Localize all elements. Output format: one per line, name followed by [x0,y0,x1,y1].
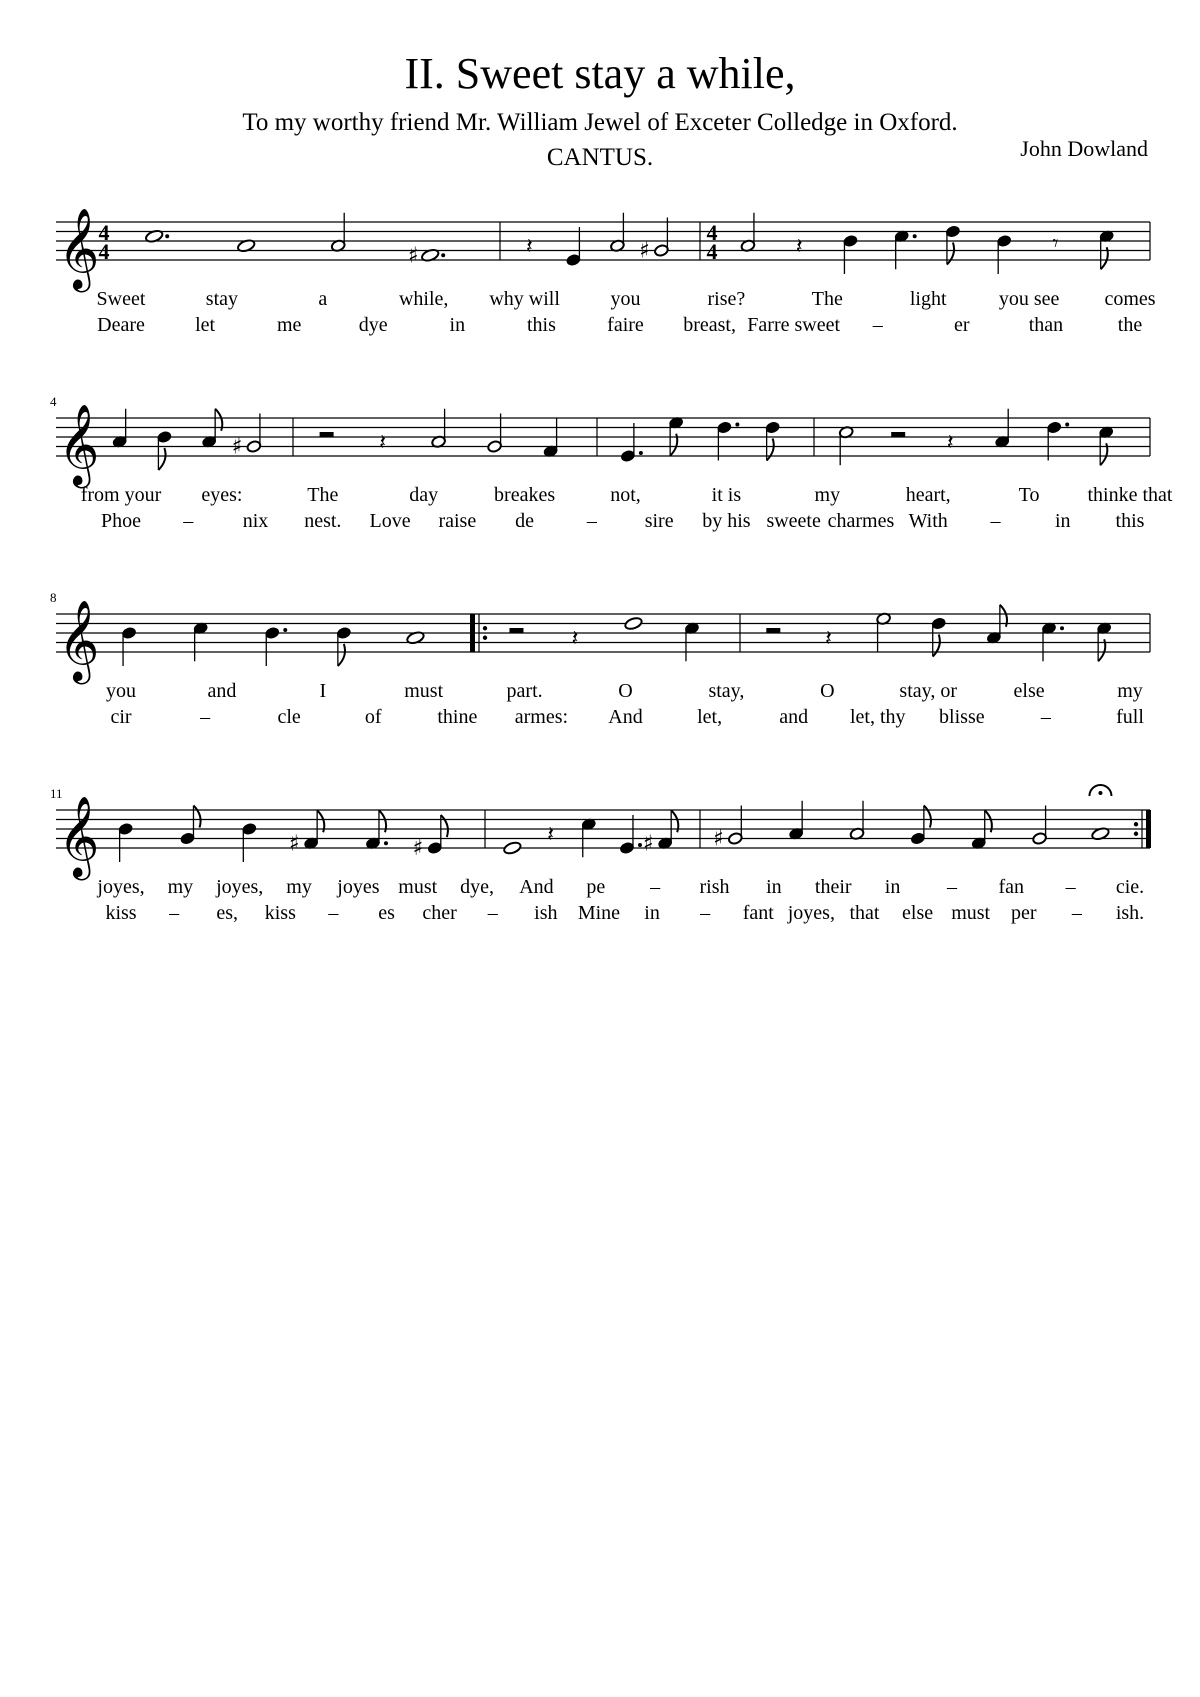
lyric-syllable: in [1054,510,1071,532]
repeat-dot [1134,832,1138,836]
lyric-syllable: me [276,314,302,336]
lyric-syllable: ish. [1115,902,1145,924]
lyric-syllable: – [946,876,957,898]
note-flag [338,644,345,666]
time-signature-numerator: 4 [706,220,718,245]
lyric-syllable: breast, [683,314,736,336]
lyric-syllable: while, [398,288,449,310]
augmentation-dot [384,841,388,845]
lyric-syllable: joyes, [216,876,264,898]
lyric-syllable: my [1117,680,1143,702]
augmentation-dot [1060,626,1064,630]
lyric-syllable: why will [489,288,560,310]
lyric-syllable: joyes, [97,876,145,898]
repeat-end-thick-bar [1146,810,1151,848]
lyric-syllable: stay [205,288,239,310]
augmentation-dot [913,234,917,238]
lyric-syllable: faire [607,314,644,336]
lyric-syllable: their [814,876,852,898]
sharp-icon: ♯ [642,831,654,857]
lyric-syllable: Mine [577,902,621,924]
lyric-syllable: heart, [905,484,951,506]
lyric-syllable: O [618,680,633,702]
lyric-syllable: – [700,902,711,924]
lyric-syllable: than [1028,314,1064,336]
sharp-icon: ♯ [639,238,650,264]
lyric-syllable: rise? [707,288,746,310]
lyric-syllable: light [909,288,947,310]
lyric-syllable: let, thy [849,706,906,728]
lyric-syllable: joyes [337,876,380,898]
lyric-syllable: cher [422,902,457,924]
quarter-rest: 𝄽 [795,234,803,260]
note-flag [158,448,165,470]
quarter-rest: 𝄽 [547,822,554,848]
lyric-syllable: – [487,902,498,924]
lyric-syllable: it is [711,484,742,506]
lyric-syllable: else [1013,680,1045,702]
lyric-syllable: my [286,876,312,898]
lyric-syllable: stay, or [899,680,957,702]
repeat-dot [483,626,487,630]
lyric-syllable: per [1011,902,1037,924]
lyric-syllable: kiss [105,902,137,924]
lyric-syllable: let [195,314,216,336]
dedication-subtitle: To my worthy friend Mr. William Jewel of Exceter Colledge in Oxford. [242,109,958,136]
lyric-syllable: The [811,288,843,310]
measure-number: 4 [50,394,57,409]
repeat-start-thick-bar [470,614,475,652]
lyric-syllable: raise [438,510,477,532]
lyric-syllable: – [1040,706,1051,728]
lyric-syllable: breakes [494,484,556,506]
lyric-syllable: And [519,876,554,898]
treble-clef-icon: 𝄞 [58,403,100,485]
fermata-dot [1098,791,1102,795]
lyric-syllable: O [820,680,835,702]
lyric-syllable: by his [702,510,751,532]
lyric-syllable: Love [369,510,411,532]
lyric-syllable: that [849,902,880,924]
lyric-syllable: charmes [827,510,895,532]
lyric-syllable: – [872,314,883,336]
lyric-syllable: rish [699,876,730,898]
lyric-syllable: fan [998,876,1025,898]
sharp-icon: ♯ [231,434,243,460]
lyric-syllable: thinke that [1087,484,1173,506]
augmentation-dot [1065,423,1069,427]
lyric-syllable: – [183,510,194,532]
half-rest [766,628,780,633]
lyric-syllable: day [409,484,439,506]
composer-name: John Dowland [1020,136,1148,161]
lyric-syllable: nest. [304,510,342,532]
lyric-syllable: of [364,706,382,728]
half-rest [320,432,334,437]
lyric-syllable: in [884,876,901,898]
lyric-syllable: in [449,314,466,336]
part-name: CANTUS. [546,144,654,171]
lyric-syllable: cir [110,706,132,728]
lyric-syllable: must [398,876,438,898]
augmentation-dot [735,423,739,427]
lyric-syllable: thine [437,706,478,728]
treble-clef-icon: 𝄞 [58,599,100,681]
sharp-icon: ♯ [407,243,419,269]
note-flag [924,806,931,828]
lyric-syllable: you [610,288,641,310]
lyric-syllable: cie. [1115,876,1145,898]
time-signature-denominator: 4 [706,239,718,264]
lyric-syllable: Phoe [101,510,141,532]
lyric-syllable: es, [216,902,239,924]
note-flag [193,806,200,828]
half-rest [509,628,523,633]
lyric-syllable: let, [697,706,723,728]
lyric-syllable: in [644,902,660,924]
lyric-syllable: And [608,706,643,728]
lyric-syllable: must [951,902,991,924]
lyric-syllable: full [1116,706,1144,728]
lyric-syllable: not, [610,484,641,506]
lyric-syllable: my [814,484,841,506]
lyric-syllable: stay, [708,680,745,702]
quarter-rest: 𝄽 [379,430,386,456]
augmentation-dot [165,234,169,238]
lyric-syllable: armes: [514,706,569,728]
lyric-syllable: this [526,314,556,336]
repeat-dot [1134,822,1138,826]
lyric-syllable: dye [358,314,388,336]
lyric-syllable: – [328,902,339,924]
lyric-syllable: To [1018,484,1040,506]
lyric-syllable: – [200,706,211,728]
lyric-syllable: – [1065,876,1076,898]
lyric-syllable: de [515,510,535,532]
treble-clef-icon: 𝄞 [58,795,100,877]
lyric-syllable: pe [586,876,606,898]
augmentation-dot [441,253,445,257]
lyric-syllable: Sweet [96,288,146,310]
lyric-syllable: ish [534,902,558,924]
quarter-rest: 𝄽 [946,430,954,456]
time-signature-denominator: 4 [98,239,110,264]
augmentation-dot [283,628,287,632]
augmentation-dot [638,843,642,847]
lyric-syllable: from your [80,484,162,506]
lyric-syllable: else [902,902,934,924]
page-title: II. Sweet stay a while, [404,49,796,98]
lyric-syllable: – [1071,902,1082,924]
lyric-syllable: Deare [97,314,145,336]
lyric-syllable: – [169,902,180,924]
lyric-syllable: – [650,876,661,898]
lyric-syllable: and [207,680,237,702]
lyric-syllable: kiss [264,902,296,924]
note-head [503,841,522,856]
note-head [624,616,643,631]
lyric-syllable: dye, [460,876,495,898]
eighth-rest: 𝄾 [1052,231,1059,257]
lyric-syllable: part. [506,680,543,702]
quarter-rest: 𝄽 [825,626,832,652]
lyric-syllable: my [167,876,194,898]
lyric-syllable: sire [644,510,674,532]
note-flag [441,815,448,837]
lyric-syllable: The [307,484,339,506]
repeat-dot [483,636,487,640]
sharp-icon: ♯ [412,836,424,861]
treble-clef-icon: 𝄞 [58,207,100,289]
lyric-syllable: sweete [766,510,821,532]
lyric-syllable: in [766,876,782,898]
lyric-syllable: eyes: [201,484,243,506]
lyric-syllable: must [404,680,444,702]
lyric-syllable: nix [242,510,269,532]
lyric-syllable: the [1117,314,1143,336]
half-rest [891,432,905,437]
lyric-syllable: a [318,288,328,310]
lyric-syllable: you [106,680,136,702]
note-flag [933,635,940,657]
measure-number: 8 [50,590,57,605]
note-flag [767,439,774,461]
lyric-syllable: fant [742,902,774,924]
lyric-syllable: Farre sweet [747,314,841,336]
lyric-syllable: – [990,510,1001,532]
lyric-syllable: I [319,680,327,702]
lyric-syllable: With [908,510,948,532]
lyric-syllable: you see [998,288,1060,310]
lyric-syllable: this [1115,510,1145,532]
sharp-icon: ♯ [712,826,724,852]
measure-number: 11 [50,786,63,801]
lyric-syllable: er [954,314,970,336]
lyric-syllable: es [378,902,395,924]
lyric-syllable: blisse [939,706,985,728]
lyric-syllable: comes [1104,288,1156,310]
lyric-syllable: cle [277,706,301,728]
augmentation-dot [639,451,643,455]
quarter-rest: 𝄽 [526,234,533,260]
time-signature-numerator: 4 [98,220,110,245]
sharp-icon: ♯ [288,831,300,857]
lyric-syllable: and [779,706,809,728]
lyric-syllable: joyes, [787,902,835,924]
quarter-rest: 𝄽 [571,626,579,652]
lyric-syllable: – [586,510,597,532]
note-flag [947,243,954,265]
